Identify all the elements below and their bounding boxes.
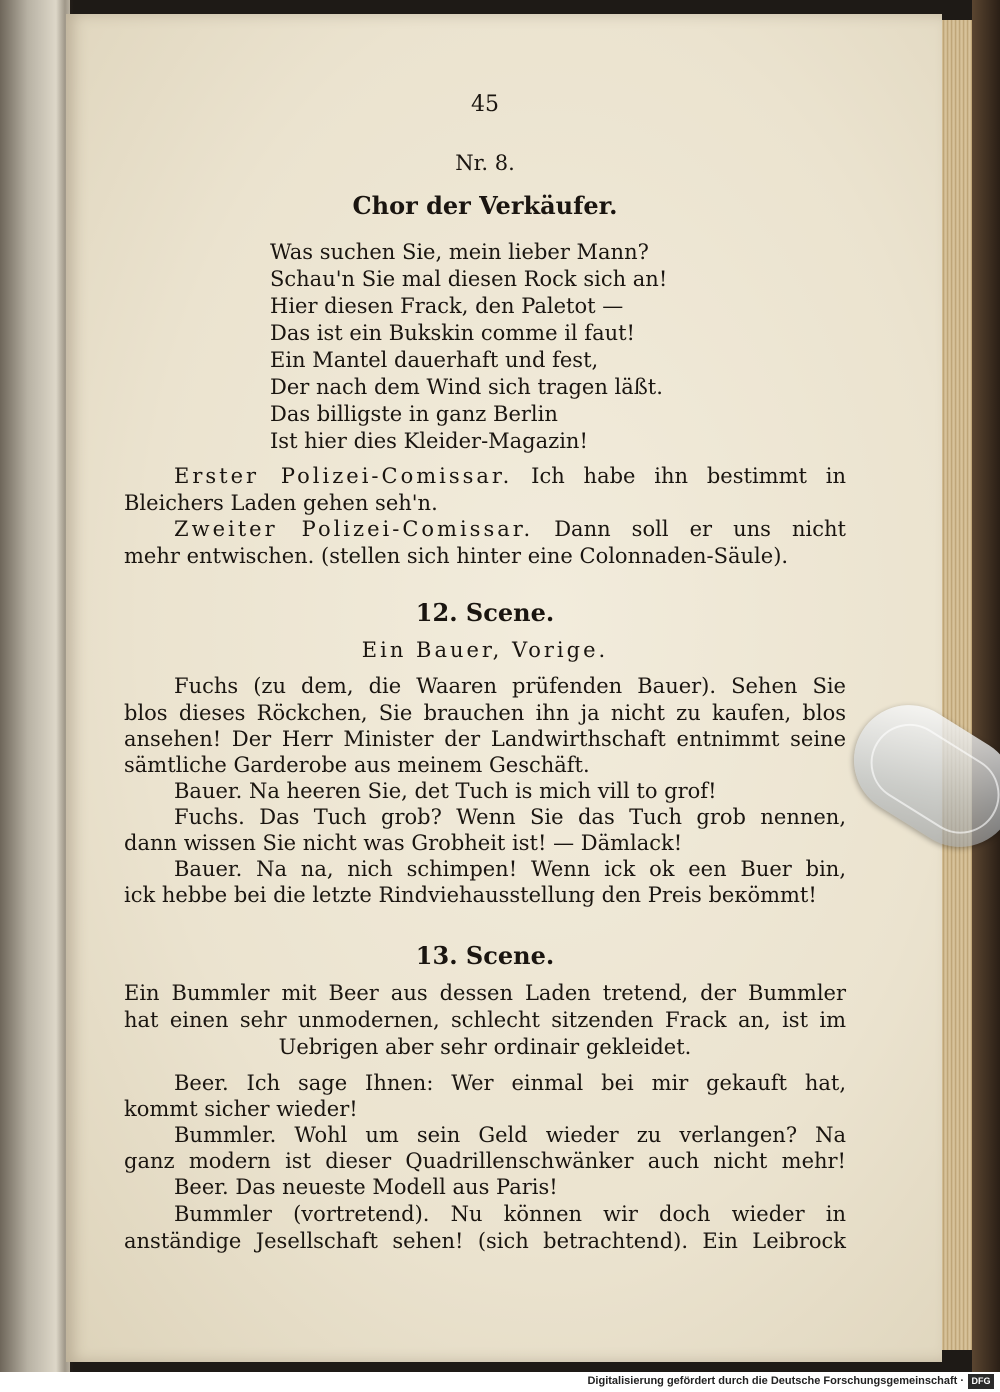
- verse-line: Das billigste in ganz Berlin: [270, 402, 558, 426]
- dialogue-line: [124, 516, 846, 542]
- dialogue-line: ganz modern ist dieser Quadrillenschwänker auch nicht mehr!: [124, 1149, 846, 1173]
- dialogue-line: Bauer. Na na, nich schimpen! Wenn ick ok een Buer bin,: [174, 857, 846, 881]
- section-title: Chor der Verkäufer.: [352, 191, 618, 220]
- verse-line: Was suchen Sie, mein lieber Mann?: [270, 240, 649, 264]
- verse-line: Schau'n Sie mal diesen Rock sich an!: [270, 267, 668, 291]
- dialogue-line: dann wissen Sie nicht was Grobheit ist! — Dämlack!: [124, 831, 683, 855]
- scene-heading: 12. Scene.: [415, 598, 555, 627]
- dialogue-line: ansehen! Der Herr Minister der Landwirthschaft entnimmt seine: [124, 727, 846, 751]
- dialogue-line: Fuchs (zu dem, die Waaren prüfenden Bauer). Sehen Sie: [174, 674, 846, 698]
- page-number: 45: [471, 92, 499, 117]
- funding-credit: Digitalisierung gefördert durch die Deutsche Forschungsgemeinschaft ·: [587, 1375, 964, 1387]
- stage-direction: Uebrigen aber sehr ordinair gekleidet.: [278, 1035, 692, 1059]
- book-cover-edge: [972, 0, 1000, 1372]
- dialogue-line: kommt sicher wieder!: [124, 1097, 358, 1121]
- dfg-logo-icon: DFG: [968, 1374, 994, 1389]
- dialogue-line: ick hebbe bei die letzte Rindviehausstellung den Preis beкömmt!: [124, 883, 817, 907]
- dialogue-line: Bummler (vortretend). Nu können wir doch wieder in: [174, 1202, 846, 1226]
- dialogue-line: sämtliche Garderobe aus meinem Geschäft.: [124, 753, 590, 777]
- scene-heading: 13. Scene.: [415, 941, 555, 970]
- footer-bar: [0, 1372, 1000, 1392]
- speaker-name: Zweiter Polizei-Comissar.: [174, 517, 534, 541]
- verse-line: Ein Mantel dauerhaft und fest,: [270, 348, 599, 372]
- verse-line: Das ist ein Bukskin comme il faut!: [270, 321, 635, 345]
- dialogue-line: mehr entwischen. (stellen sich hinter eine Colonnaden-Säule).: [124, 544, 789, 568]
- dialogue-line: Fuchs. Das Tuch grob? Wenn Sie das Tuch grob nennen,: [174, 805, 846, 829]
- dialogue-line: blos dieses Röckchen, Sie brauchen ihn ja nicht zu kaufen, blos: [124, 701, 846, 725]
- dialogue-line: Bummler. Wohl um sein Geld wieder zu verlangen? Na: [174, 1123, 846, 1147]
- stage-direction: Ein Bummler mit Beer aus dessen Laden tretend, der Bummler: [124, 981, 846, 1005]
- dialogue-line: Bauer. Na heeren Sie, det Tuch is mich vill to grof!: [174, 779, 717, 803]
- scene-cast: Ein Bauer, Vorige.: [361, 638, 609, 662]
- stage-direction: hat einen sehr unmodernen, schlecht sitzenden Frack an, ist im: [124, 1008, 846, 1032]
- verse-line: Der nach dem Wind sich tragen läßt.: [270, 375, 663, 399]
- speech: Ich habe ihn bestimmt in: [531, 464, 846, 488]
- verse-line: Hier diesen Frack, den Paletot —: [270, 294, 624, 318]
- speaker-name: Erster Polizei-Comissar.: [174, 464, 513, 488]
- dialogue-line: anständige Jesellschaft sehen! (sich betrachtend). Ein Leibrock: [124, 1229, 846, 1253]
- verse-line: Ist hier dies Kleider-Magazin!: [270, 429, 588, 453]
- number-label: Nr. 8.: [455, 151, 515, 175]
- dialogue-line: Beer. Das neueste Modell aus Paris!: [174, 1175, 558, 1199]
- dialogue-line: Beer. Ich sage Ihnen: Wer einmal bei mir gekauft hat,: [174, 1071, 846, 1095]
- speech: Dann soll er uns nicht: [554, 517, 846, 541]
- dialogue-line: Bleichers Laden gehen seh'n.: [124, 491, 438, 515]
- dialogue-line: [124, 463, 846, 489]
